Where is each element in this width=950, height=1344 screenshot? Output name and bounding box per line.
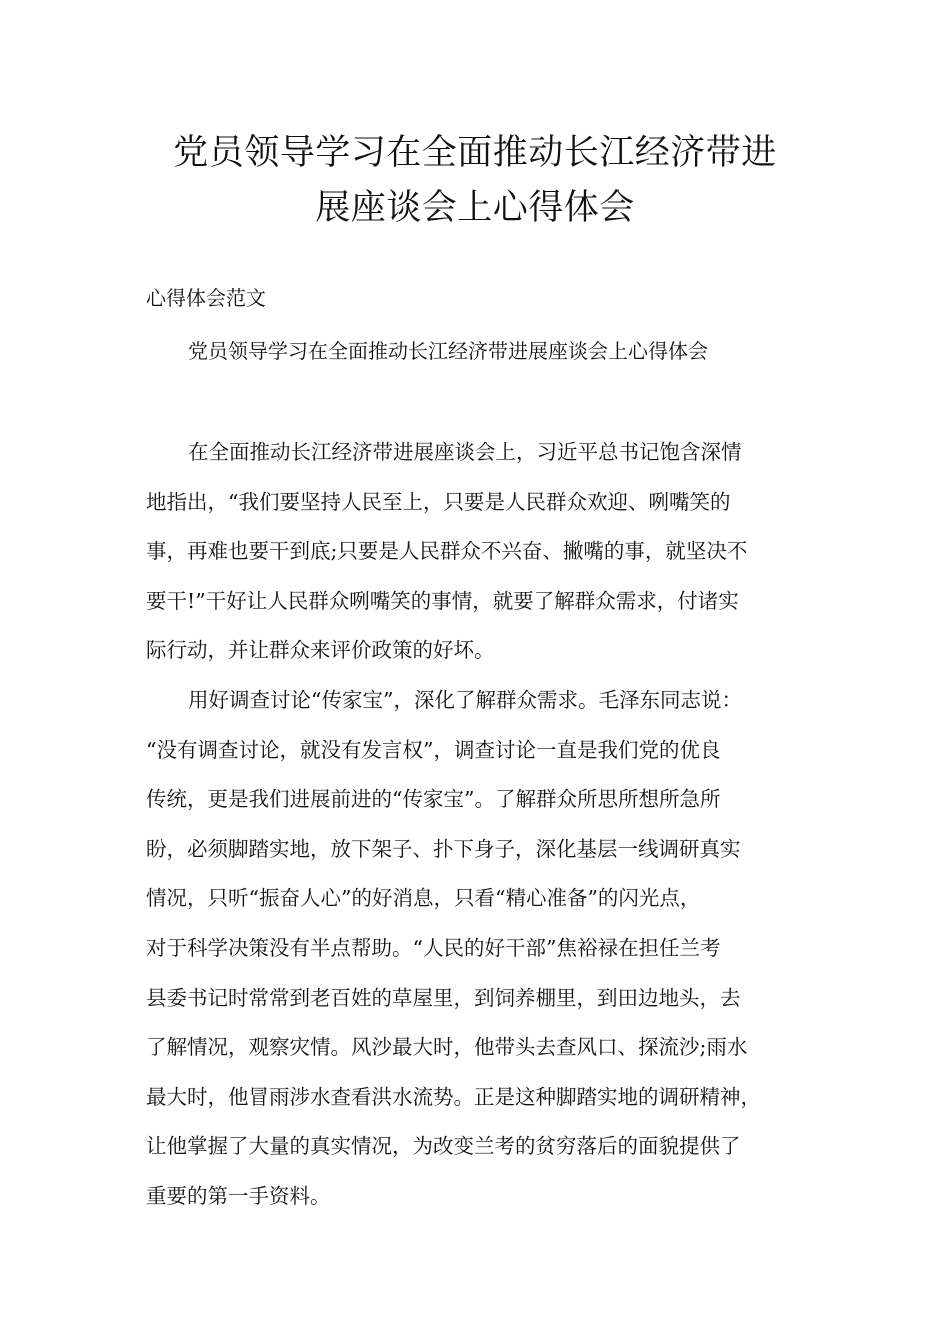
document-category: 心得体会范文: [146, 286, 266, 310]
document-title-line-1: 党员领导学习在全面推动长江经济带进: [173, 133, 777, 173]
body-line: 盼，必须脚踏实地，放下架子、扑下身子，深化基层一线调研真实: [146, 836, 741, 861]
body-line: 际行动，并让群众来评价政策的好坏。: [146, 638, 495, 663]
body-line: 县委书记时常常到老百姓的草屋里，到饲养棚里，到田边地头，去: [146, 985, 741, 1010]
body-line: 在全面推动长江经济带进展座谈会上，习近平总书记饱含深情: [188, 440, 742, 464]
body-line: 最大时，他冒雨涉水查看洪水流势。正是这种脚踏实地的调研精神，: [146, 1084, 761, 1109]
body-line: 情况，只听“振奋人心”的好消息，只看“精心准备”的闪光点，: [146, 886, 701, 911]
document-title-line-2: 展座谈会上心得体会: [315, 188, 635, 228]
document-subtitle: 党员领导学习在全面推动长江经济带进展座谈会上心得体会: [188, 339, 708, 363]
body-line: “没有调查讨论，就没有发言权”，调查讨论一直是我们党的优良: [146, 737, 721, 762]
body-line: 对于科学决策没有半点帮助。“人民的好干部”焦裕禄在担任兰考: [146, 935, 721, 960]
body-line: 重要的第一手资料。: [146, 1183, 331, 1208]
body-line: 事，再难也要干到底;只要是人民群众不兴奋、撇嘴的事，就坚决不: [146, 539, 748, 564]
body-line: 传统，更是我们进展前进的“传家宝”。了解群众所思所想所急所: [146, 787, 721, 812]
body-line: 了解情况，观察灾情。风沙最大时，他带头去查风口、探流沙;雨水: [146, 1035, 748, 1060]
body-line: 地指出，“我们要坚持人民至上，只要是人民群众欢迎、咧嘴笑的: [146, 489, 731, 514]
body-line: 让他掌握了大量的真实情况，为改变兰考的贫穷落后的面貌提供了: [146, 1134, 741, 1159]
body-line: 要干!”干好让人民群众咧嘴笑的事情，就要了解群众需求，付诸实: [146, 588, 739, 613]
document-body: [146, 428, 836, 1222]
body-line: 用好调查讨论“传家宝”，深化了解群众需求。毛泽东同志说：: [188, 687, 742, 712]
